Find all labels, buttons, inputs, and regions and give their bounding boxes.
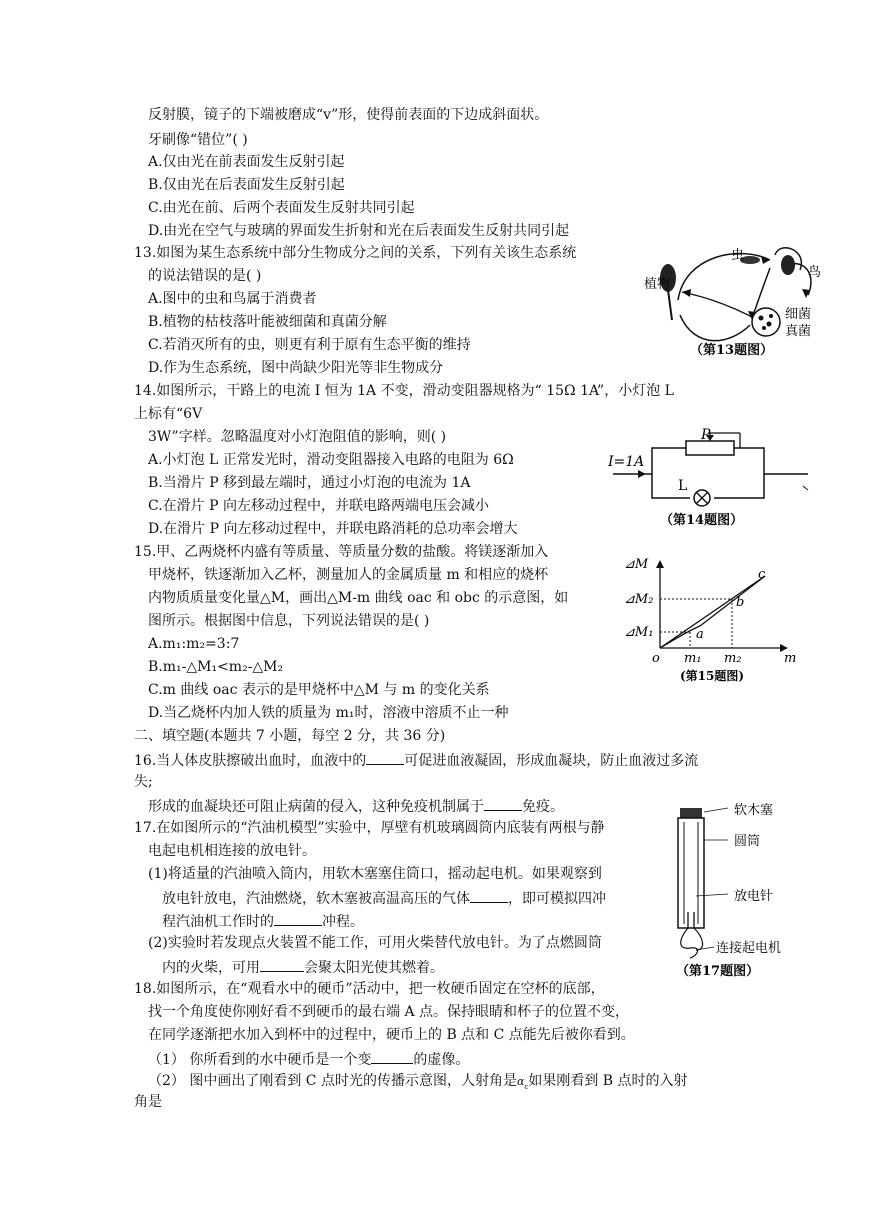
q16-line2: 失; <box>134 774 153 790</box>
label-m: m <box>784 651 797 666</box>
label-lamp: L <box>678 478 688 494</box>
q17-part2-line1: (2)实验时若发现点火装置不能工作，可用火柴替代放电针。为了点燃圆筒 <box>148 935 602 951</box>
decomposer-circle <box>752 308 780 336</box>
label-current: I=1A <box>608 454 645 470</box>
q18-part2: （2） 图中画出了刚看到 C 点时光的传播示意图，人射角是$\alpha_c$如果刚看到 B 点时的入射 <box>148 1073 688 1091</box>
curve-obc <box>660 576 765 648</box>
q15-line2: 甲烧杯，铁逐渐加入乙杯，测量加人的金属质量 m 和相应的烧杯 <box>148 567 549 583</box>
fig13-caption: （第13题图） <box>690 343 774 358</box>
q18-line1: 18.如图所示，在“观看水中的硬币”活动中，把一枚硬币固定在空杯的底部， <box>134 981 605 997</box>
answer-blank-4[interactable] <box>274 911 322 926</box>
q14-line1: 14.如图所示，干路上的电流 I 恒为 1A 不变，滑动变阻器规格为“ 15Ω 1A”，小灯泡 L <box>134 383 674 399</box>
plant-to-decomposer-arrow <box>680 315 750 341</box>
q14-option-b: B.当滑片 P 移到最左端时，通过小灯泡的电流为 1A <box>148 475 471 491</box>
q15-option-a: A.m₁:m₂=3:7 <box>148 636 240 652</box>
q17-part1-line2: 放电针放电，汽油燃烧，软木塞被高温高压的气体 ，即可模拟四冲 <box>162 888 606 908</box>
q13-option-d: D.作为生态系统，图中尚缺少阳光等非生物成分 <box>148 360 444 376</box>
q14-line2: 上标有“6V <box>134 406 203 422</box>
q14-option-d: D.在滑片 P 向左移动过程中，并联电路消耗的总功率会增大 <box>148 521 518 537</box>
label-insect: 虫 <box>731 248 745 263</box>
label-dm: ⊿M <box>624 557 649 572</box>
q13-line1: 13.如图为某生态系统中部分生物成分之间的关系，下列有关该生态系统 <box>134 245 577 261</box>
answer-blank-1[interactable] <box>366 750 404 765</box>
q17-line1: 17.在如图所示的“汽油机模型”实验中，厚壁有机玻璃圆筒内底装有两根与静 <box>134 820 605 836</box>
q13-line2: 的说法错误的是( ) <box>148 268 262 284</box>
curve-oa <box>660 626 700 648</box>
label-generator: 连接起电机 <box>716 941 782 956</box>
answer-blank-6[interactable] <box>371 1049 413 1064</box>
label-needle: 放电针 <box>734 889 774 904</box>
q18-line3: 在同学逐渐把水加入到杯中的过程中，硬币上的 B 点和 C 点能先后被你看到。 <box>148 1027 635 1043</box>
label-bird: 鸟 <box>808 265 822 280</box>
q14-option-a: A.小灯泡 L 正常发光时，滑动变阻器接入电路的电阻为 6Ω <box>148 452 514 468</box>
mass-change-graph <box>620 548 800 688</box>
q12-option-c: C.由光在前、后两个表面发生反射共同引起 <box>148 200 415 216</box>
answer-blank-2[interactable] <box>484 796 522 811</box>
label-point-a: a <box>696 627 704 642</box>
q12-line1: 反射膜，镜子的下端被磨成“v”形，使得前表面的下边成斜面状。 <box>148 107 549 123</box>
label-cork: 软木塞 <box>734 803 774 818</box>
q12-option-b: B.仅由光在后表面发生反射引起 <box>148 177 345 193</box>
label-dm1: ⊿M₁ <box>624 625 654 640</box>
q12-option-d: D.由光在空气与玻璃的界面发生折射和光在后表面发生反射共同引起 <box>148 223 570 239</box>
q14-line3: 3W”字样。忽略温度对小灯泡阻值的影响，则( ) <box>148 429 447 445</box>
label-m1: m₁ <box>684 651 702 666</box>
q15-line1: 15.甲、乙两烧杯内盛有等质量、等质量分数的盐酸。将镁逐渐加入 <box>134 544 549 560</box>
label-dm2: ⊿M₂ <box>624 592 654 607</box>
rheostat-icon <box>686 441 734 455</box>
q12-option-a: A.仅由光在前表面发生反射引起 <box>148 154 345 170</box>
answer-blank-3[interactable] <box>470 888 508 903</box>
alpha-symbol: α <box>516 1075 525 1088</box>
bird-icon <box>781 255 795 275</box>
label-plant: 植物 <box>644 277 671 292</box>
q18-part1: （1） 你所看到的水中硬币是一个变 的虚像。 <box>148 1049 469 1069</box>
q13-option-c: C.若消灭所有的虫，则更有利于原有生态平衡的维持 <box>148 337 471 353</box>
alpha-subscript: c <box>524 1082 529 1091</box>
q15-line3: 内物质质量变化量△M，画出△M-m 曲线 oac 和 obc 的示意图，如 <box>148 590 569 606</box>
q18-line2: 找一个角度使你刚好看不到硬币的最右端 A 点。保持眼睛和杯子的位置不变， <box>148 1004 630 1020</box>
label-point-b: b <box>736 595 745 610</box>
q15-option-d: D.当乙烧杯内加人铁的质量为 m₁时，溶液中溶质不止一种 <box>148 705 509 721</box>
q18-part2-cont: 角是 <box>134 1094 162 1110</box>
fig14-caption: （第14题图） <box>660 513 744 528</box>
fig17-caption: （第17题图） <box>676 964 760 979</box>
ecosystem-figure <box>640 240 840 358</box>
q17-part2-line2: 内的火柴，可用 会聚太阳光使其燃着。 <box>162 957 444 977</box>
q13-option-a: A.图中的虫和鸟属于消费者 <box>148 291 317 307</box>
q16-line3: 形成的血凝块还可阻止病菌的侵入，这种免疫机制属于 免疫。 <box>148 796 564 816</box>
q17-part1-line3: 程汽油机工作时的 冲程。 <box>162 911 364 931</box>
answer-blank-5[interactable] <box>260 957 304 972</box>
label-fungi: 真菌 <box>785 324 812 339</box>
label-cylinder: 圆筒 <box>734 834 761 849</box>
current-arrow-icon <box>638 470 646 478</box>
q17-line2: 电起电机相连接的放电针。 <box>148 843 316 859</box>
q14-option-c: C.在滑片 P 向左移动过程中，并联电路两端电压会减小 <box>148 498 489 514</box>
gasoline-engine-model-figure <box>668 800 818 982</box>
q13-option-b: B.植物的枯枝落叶能被细菌和真菌分解 <box>148 314 387 330</box>
q15-option-c: C.m 曲线 oac 表示的是甲烧杯中△M 与 m 的变化关系 <box>148 682 490 698</box>
cork-icon <box>680 808 702 818</box>
circuit-figure <box>608 428 823 530</box>
q17-part1-line1: (1)将适量的汽油喷入筒内，用软木塞塞住筒口，摇动起电机。如果观察到 <box>148 866 602 882</box>
q12-line2: 牙刷像“错位”( ) <box>148 132 248 148</box>
label-point-c: c <box>758 567 766 582</box>
cylinder-icon <box>678 818 704 928</box>
fig15-caption: (第15题图) <box>680 669 745 683</box>
label-m2: m₂ <box>724 651 742 666</box>
decomposer-to-plant-arrow <box>682 292 758 320</box>
q15-option-b: B.m₁-△M₁<m₂-△M₂ <box>148 659 284 675</box>
section-heading: 二、填空题(本题共 7 小题，每空 2 分，共 36 分) <box>134 728 446 744</box>
q15-line4: 图所示。根据图中信息，下列说法错误的是( ) <box>148 613 430 629</box>
label-bacteria: 细菌 <box>785 307 812 322</box>
label-origin: o <box>652 651 660 666</box>
label-slider: P <box>701 428 711 443</box>
q16-line1: 16.当人体皮肤擦破出血时，血液中的 可促进血液凝固，形成血凝块，防止血液过多流 <box>134 750 698 770</box>
